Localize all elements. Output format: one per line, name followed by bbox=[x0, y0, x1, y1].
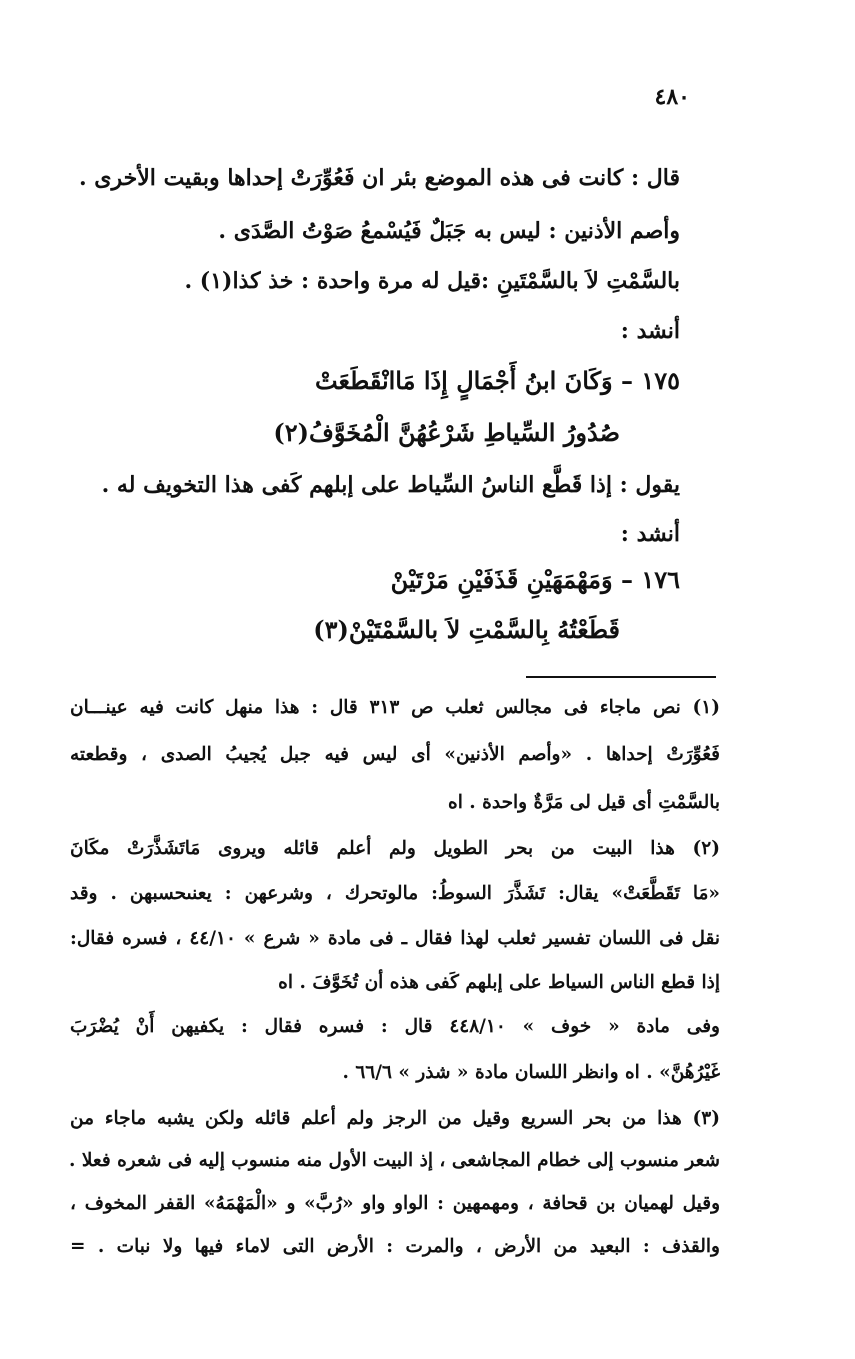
text-line-8: أنشد : bbox=[620, 521, 680, 547]
page-number: ٤٨٠ bbox=[654, 84, 690, 110]
verse-175-second: صُدُورُ السِّياطِ شَرْعُهُنَّ الْمُخَوَّفُ(٢) bbox=[273, 418, 620, 447]
footnote-line-11: شعر منسوب إلى خطام المجاشعى ، إذ البيت الأول منه منسوب إليه فى شعره فعلا . bbox=[68, 1150, 720, 1171]
footnote-line-9: غَيْرُهُنَّ» . اه وانظر اللسان مادة « شذر » ٦٦/٦ . bbox=[342, 1062, 720, 1083]
footnote-line-4: (٢) هذا البيت من بحر الطويل ولم أعلم قائله ويروى مَاتَشَذَّرَتْ مكَانَ bbox=[70, 838, 720, 859]
footnote-line-7: إذا قطع الناس السياط على إبلهم كَفى هذه أن تُخَوَّفَ . اه bbox=[278, 972, 720, 993]
footnote-line-6: نقل فى اللسان تفسير ثعلب لهذا فقال ـ فى مادة « شرع » ٤٤/١٠ ، فسره فقال: bbox=[70, 928, 720, 949]
footnote-line-3: بالسَّمْتِ أى قيل لى مَرَّةٌ واحدة . اه bbox=[448, 792, 720, 813]
text-line-3: بالسَّمْتِ لاَ بالسَّمْتَينِ :قيل له مرة واحدة : خذ كذا(١) . bbox=[184, 268, 680, 294]
verse-176-first: ١٧٦ – وَمَهْمَهَيْنِ قَذَفَيْنِ مَرْتَيْنْ bbox=[390, 565, 680, 594]
footnote-line-13: والقذف : البعيد من الأرض ، والمرت : الأرض التى لاماء فيها ولا نبات . = bbox=[70, 1236, 720, 1257]
text-line-2: وأصم الأذنين : ليس به جَبَلٌ فَيُسْمعُ صَوْتُ الصَّدَى . bbox=[218, 218, 680, 244]
footnote-line-8: وفى مادة « خوف » ٤٤٨/١٠ قال : فسره فقال : يكفيهن أَنْ يُضْرَبَ bbox=[70, 1016, 720, 1037]
footnote-line-10: (٣) هذا من بحر السريع وقيل من الرجز ولم أعلم قائله ولكن يشبه ماجاء من bbox=[70, 1108, 720, 1129]
verse-175-first: ١٧٥ – وَكَانَ ابنُ أَجْمَالٍ إِذَا مَاانْقَطَعَتْ bbox=[314, 366, 680, 395]
verse-176-second: قَطَعْتُهُ بِالسَّمْتِ لاَ بالسَّمْتَيْنْ(٣) bbox=[313, 615, 620, 644]
text-line-4: أنشد : bbox=[620, 318, 680, 344]
text-line-1: قال : كانت فى هذه الموضع بئر ان فَعُوِّرَتْ إحداها وبقيت الأخرى . bbox=[78, 165, 680, 191]
footnote-line-12: وقيل لهميان بن قحافة ، ومهمهين : الواو واو «رُبَّ» و «الْمَهْمَهُ» القفر المخوف ، bbox=[70, 1193, 720, 1214]
text-line-7: يقول : إذا قَطَّع الناسُ السِّياط على إبلهم كَفى هذا التخويف له . bbox=[101, 472, 680, 498]
footnote-line-1: (١) نص ماجاء فى مجالس ثعلب ص ٣١٣ قال : هذا منهل كانت فيه عينـــان bbox=[70, 697, 720, 718]
footnote-separator bbox=[526, 676, 716, 678]
footnote-line-2: فَعُوِّرَتْ إحداها . «وأصم الأذنين» أى ليس فيه جبل يُجيبُ الصدى ، وقطعته bbox=[70, 744, 720, 765]
footnote-line-5: «مَا تَقَطَّعَتْ» يقال: تَشَذَّرَ السوطُ: مالوتحرك ، وشرعهن : يعنىحسبهن . وقد bbox=[70, 883, 720, 904]
